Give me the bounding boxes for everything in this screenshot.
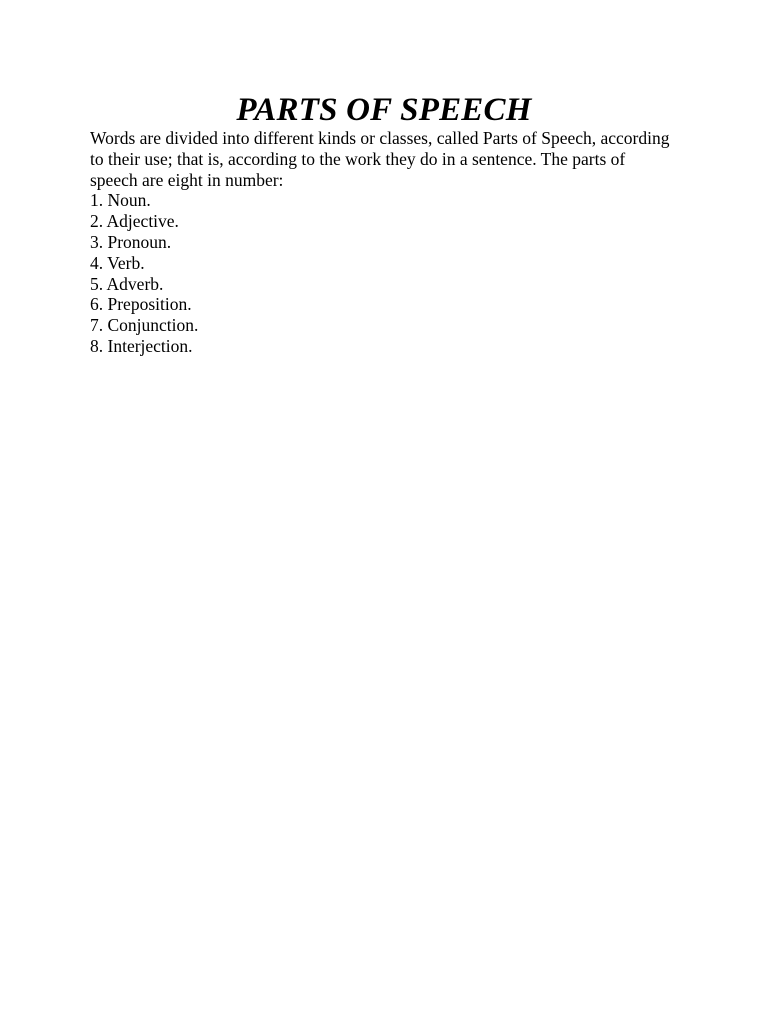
parts-of-speech-list <box>90 190 690 356</box>
document-body <box>90 128 690 357</box>
list-item: 1. Noun. <box>90 190 151 211</box>
list-item: 8. Interjection. <box>90 335 193 356</box>
intro-line: Words are divided into different kinds or classes, called Parts of Speech, according <box>90 128 670 148</box>
list-item: 4. Verb. <box>90 252 145 273</box>
list-item: 2. Adjective. <box>90 211 179 232</box>
list-item: 7. Conjunction. <box>90 315 199 336</box>
list-item: 5. Adverb. <box>90 273 164 294</box>
list-item: 6. Preposition. <box>90 294 192 315</box>
intro-line: speech are eight in number: <box>90 169 284 190</box>
page-title: PARTS OF SPEECH <box>236 92 532 128</box>
intro-paragraph <box>90 128 690 190</box>
list-item: 3. Pronoun. <box>90 231 172 252</box>
intro-line: to their use; that is, according to the work they do in a sentence. The parts of <box>90 148 626 169</box>
